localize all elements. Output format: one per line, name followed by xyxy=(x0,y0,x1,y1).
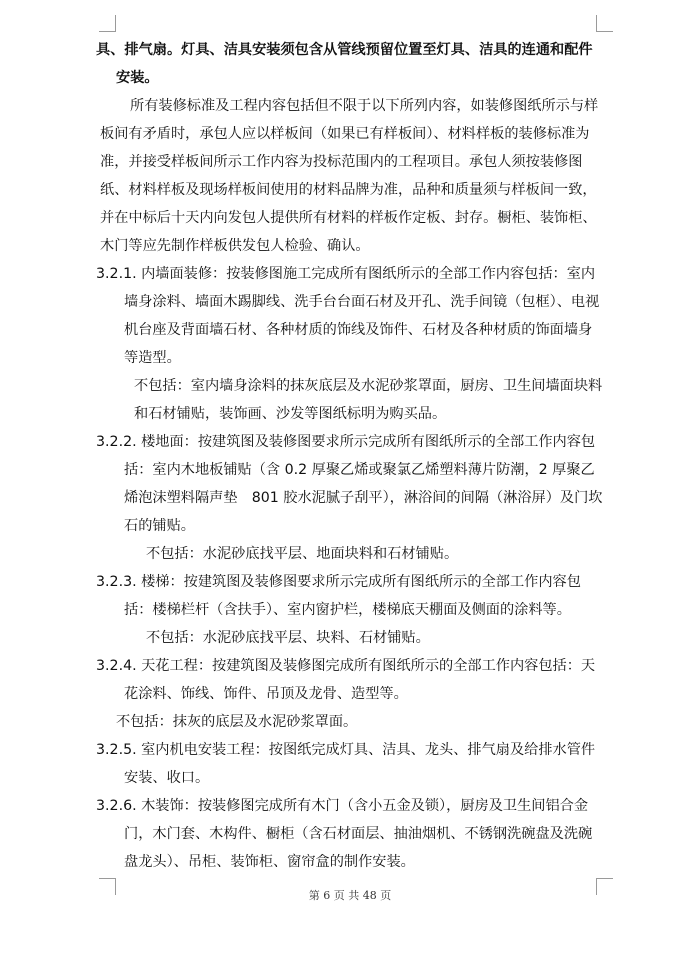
section-3-2-5-mep: 3.2.5. 室内机电安装工程：按图纸完成灯具、洁具、龙头、排气扇及给排水管件安装、收口。 xyxy=(96,742,596,786)
section-3-2-2-floor: 3.2.2. 楼地面：按建筑图及装修图要求所示完成所有图纸所示的全部工作内容包括：室内木地板铺贴（含 0.2 厚聚乙烯或聚氯乙烯塑料薄片防潮，2 厚聚乙烯泡沫塑料隔声垫 801 胶水泥腻子刮平），淋浴间的间隔（淋浴屏）及门坎石的铺贴。 xyxy=(96,434,603,534)
section-3-2-3-stairs: 3.2.3. 楼梯：按建筑图及装修图要求所示完成所有图纸所示的全部工作内容包括：楼梯栏杆（含扶手）、室内窗护栏，楼梯底天棚面及侧面的涂料等。 xyxy=(96,574,581,618)
paragraph-fixture-install: 具、排气扇。灯具、洁具安装须包含从管线预留位置至灯具、洁具的连通和配件安装。 xyxy=(96,42,593,86)
exclusion-3-2-3: 不包括：水泥砂底找平层、块料、石材铺贴。 xyxy=(146,630,430,646)
section-3-2-1-interior-wall: 3.2.1. 内墙面装修：按装修图施工完成所有图纸所示的全部工作内容包括：室内墙身涂料、墙面木踢脚线、洗手台台面石材及开孔、洗手间镜（包框）、电视机台座及背面墙石材、各种材质的饰线及饰件、石材及各种材质的饰面墙身等造型。 xyxy=(96,266,600,366)
crop-mark-top-left xyxy=(99,15,116,32)
crop-mark-top-right xyxy=(596,15,613,32)
section-3-2-6-woodwork: 3.2.6. 木装饰：按装修图完成所有木门（含小五金及锁），厨房及卫生间铝合金门，木门套、木构件、橱柜（含石材面层、抽油烟机、不锈钢洗碗盘及洗碗盘龙头）、吊柜、装饰柜、窗帘盒的制作安装。 xyxy=(96,798,593,870)
paragraph-standards: 所有装修标准及工程内容包括但不限于以下所列内容，如装修图纸所示与样板间有矛盾时，承包人应以样板间（如果已有样板间）、材料样板的装修标准为准，并接受样板间所示工作内容为投标范围内的工程项目。承包人须按装修图纸、材料样板及现场样板间使用的材料品牌为准，品种和质量须与样板间一致，并在中标后十天内向发包人提供所有材料的样板作定板、封存。橱柜、装饰柜、木门等应先制作样板供发包人检验、确认。 xyxy=(100,98,599,254)
exclusion-3-2-1: 不包括：室内墙身涂料的抹灰底层及水泥砂浆罩面，厨房、卫生间墙面块料和石材铺贴，装饰画、沙发等图纸标明为购买品。 xyxy=(134,378,603,422)
exclusion-3-2-2: 不包括：水泥砂底找平层、地面块料和石材铺贴。 xyxy=(146,546,459,562)
exclusion-3-2-4: 不包括：抹灰的底层及水泥砂浆罩面。 xyxy=(116,714,358,730)
page-number-footer: 第 6 页 共 48 页 xyxy=(308,889,392,902)
page-body[interactable] xyxy=(96,36,606,876)
section-3-2-4-ceiling: 3.2.4. 天花工程：按建筑图及装修图完成所有图纸所示的全部工作内容包括：天花涂料、饰线、饰件、吊顶及龙骨、造型等。 xyxy=(96,658,596,702)
